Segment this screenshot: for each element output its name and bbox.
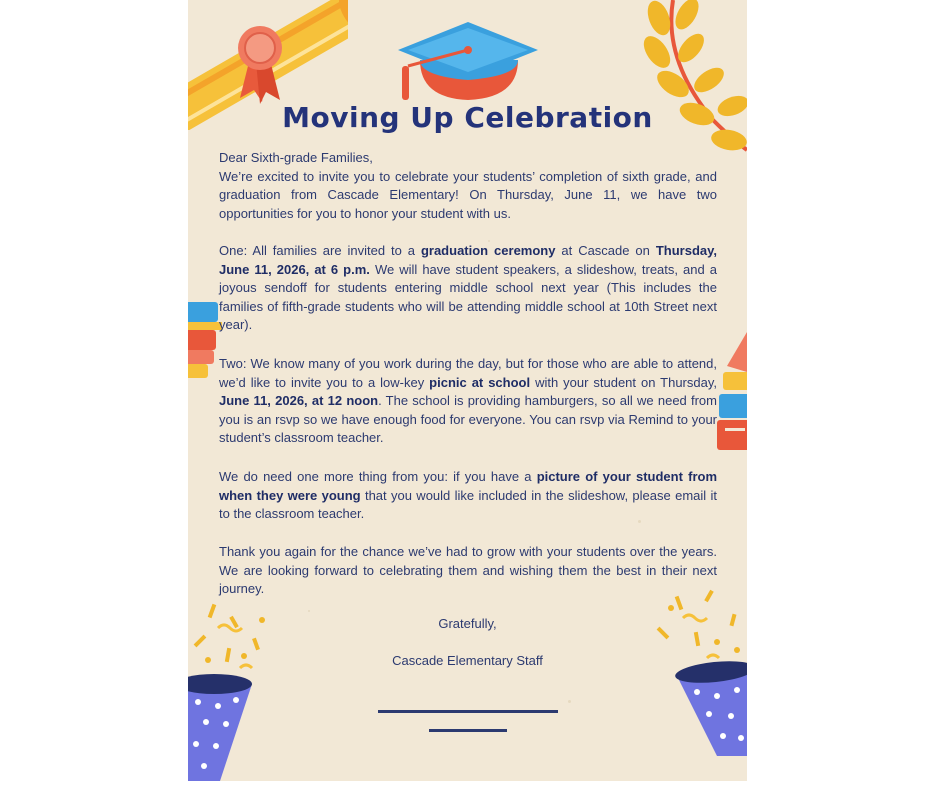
text-span: Two: We know many of you work during the day, but for those who are able to attend, we’d like to invite you to a low-key: [219, 356, 717, 390]
greeting-text: Dear Sixth-grade Families,: [219, 150, 373, 165]
bold-span: picnic at school: [429, 374, 531, 390]
text-span: . The school is providing hamburgers, so all we need from you is an rsvp so we have enough food for everyone. You can rsvp via Remind to your student’s classroom teacher.: [219, 393, 717, 446]
signature-line-short: [429, 729, 507, 732]
stacked-books-icon: [713, 332, 747, 456]
picnic-paragraph: [219, 355, 717, 448]
bold-span: June 11, 2026, at 12 noon: [219, 393, 379, 409]
paper-speck: [308, 610, 310, 612]
graduation-cap-icon: [394, 20, 544, 108]
signature-line: [378, 710, 558, 713]
text-span: at Cascade on: [555, 243, 656, 258]
text-span: We will have student speakers, a slideshow, treats, and a joyous sendoff for students entering middle school next year (This includes the families of fifth-grade students who will be attending middle school at 10th Street next year).: [219, 261, 717, 333]
bold-span: picture of your student from when they were young: [219, 469, 717, 503]
thank-you-paragraph: [219, 543, 717, 599]
thank-you-text: Thank you again for the chance we’ve had to grow with your students over the years. We are looking forward to celebrating them and wishing them the best in their next journey.: [219, 544, 717, 597]
text-span: with your student on Thursday,: [530, 374, 717, 390]
ceremony-paragraph: [219, 242, 717, 335]
invitation-letter: [188, 0, 747, 781]
paper-speck: [568, 700, 571, 703]
text-span: that you would like included in the slideshow, please email it to the classroom teacher.: [219, 487, 717, 522]
laurel-wreath-icon: [643, 0, 747, 160]
signature: Cascade Elementary Staff: [392, 653, 543, 668]
closing: Gratefully,: [438, 616, 497, 631]
intro-paragraph: We’re excited to invite you to celebrate your students’ completion of sixth grade, and graduation from Cascade Elementary! On Thursday, June 11, we have two opportunities for you to honor your student with us.: [219, 168, 717, 221]
text-span: We do need one more thing from you: if you have a: [219, 469, 537, 484]
picture-request-paragraph: [219, 468, 717, 524]
page-title: Moving Up Celebration: [282, 101, 653, 134]
confetti-popper-icon: [647, 586, 747, 756]
bold-span: graduation ceremony: [420, 243, 556, 258]
text-span: One: All families are invited to a: [219, 243, 421, 258]
bold-span: Thursday, June 11, 2026, at 6 p.m.: [219, 243, 717, 277]
greeting: [219, 149, 717, 223]
